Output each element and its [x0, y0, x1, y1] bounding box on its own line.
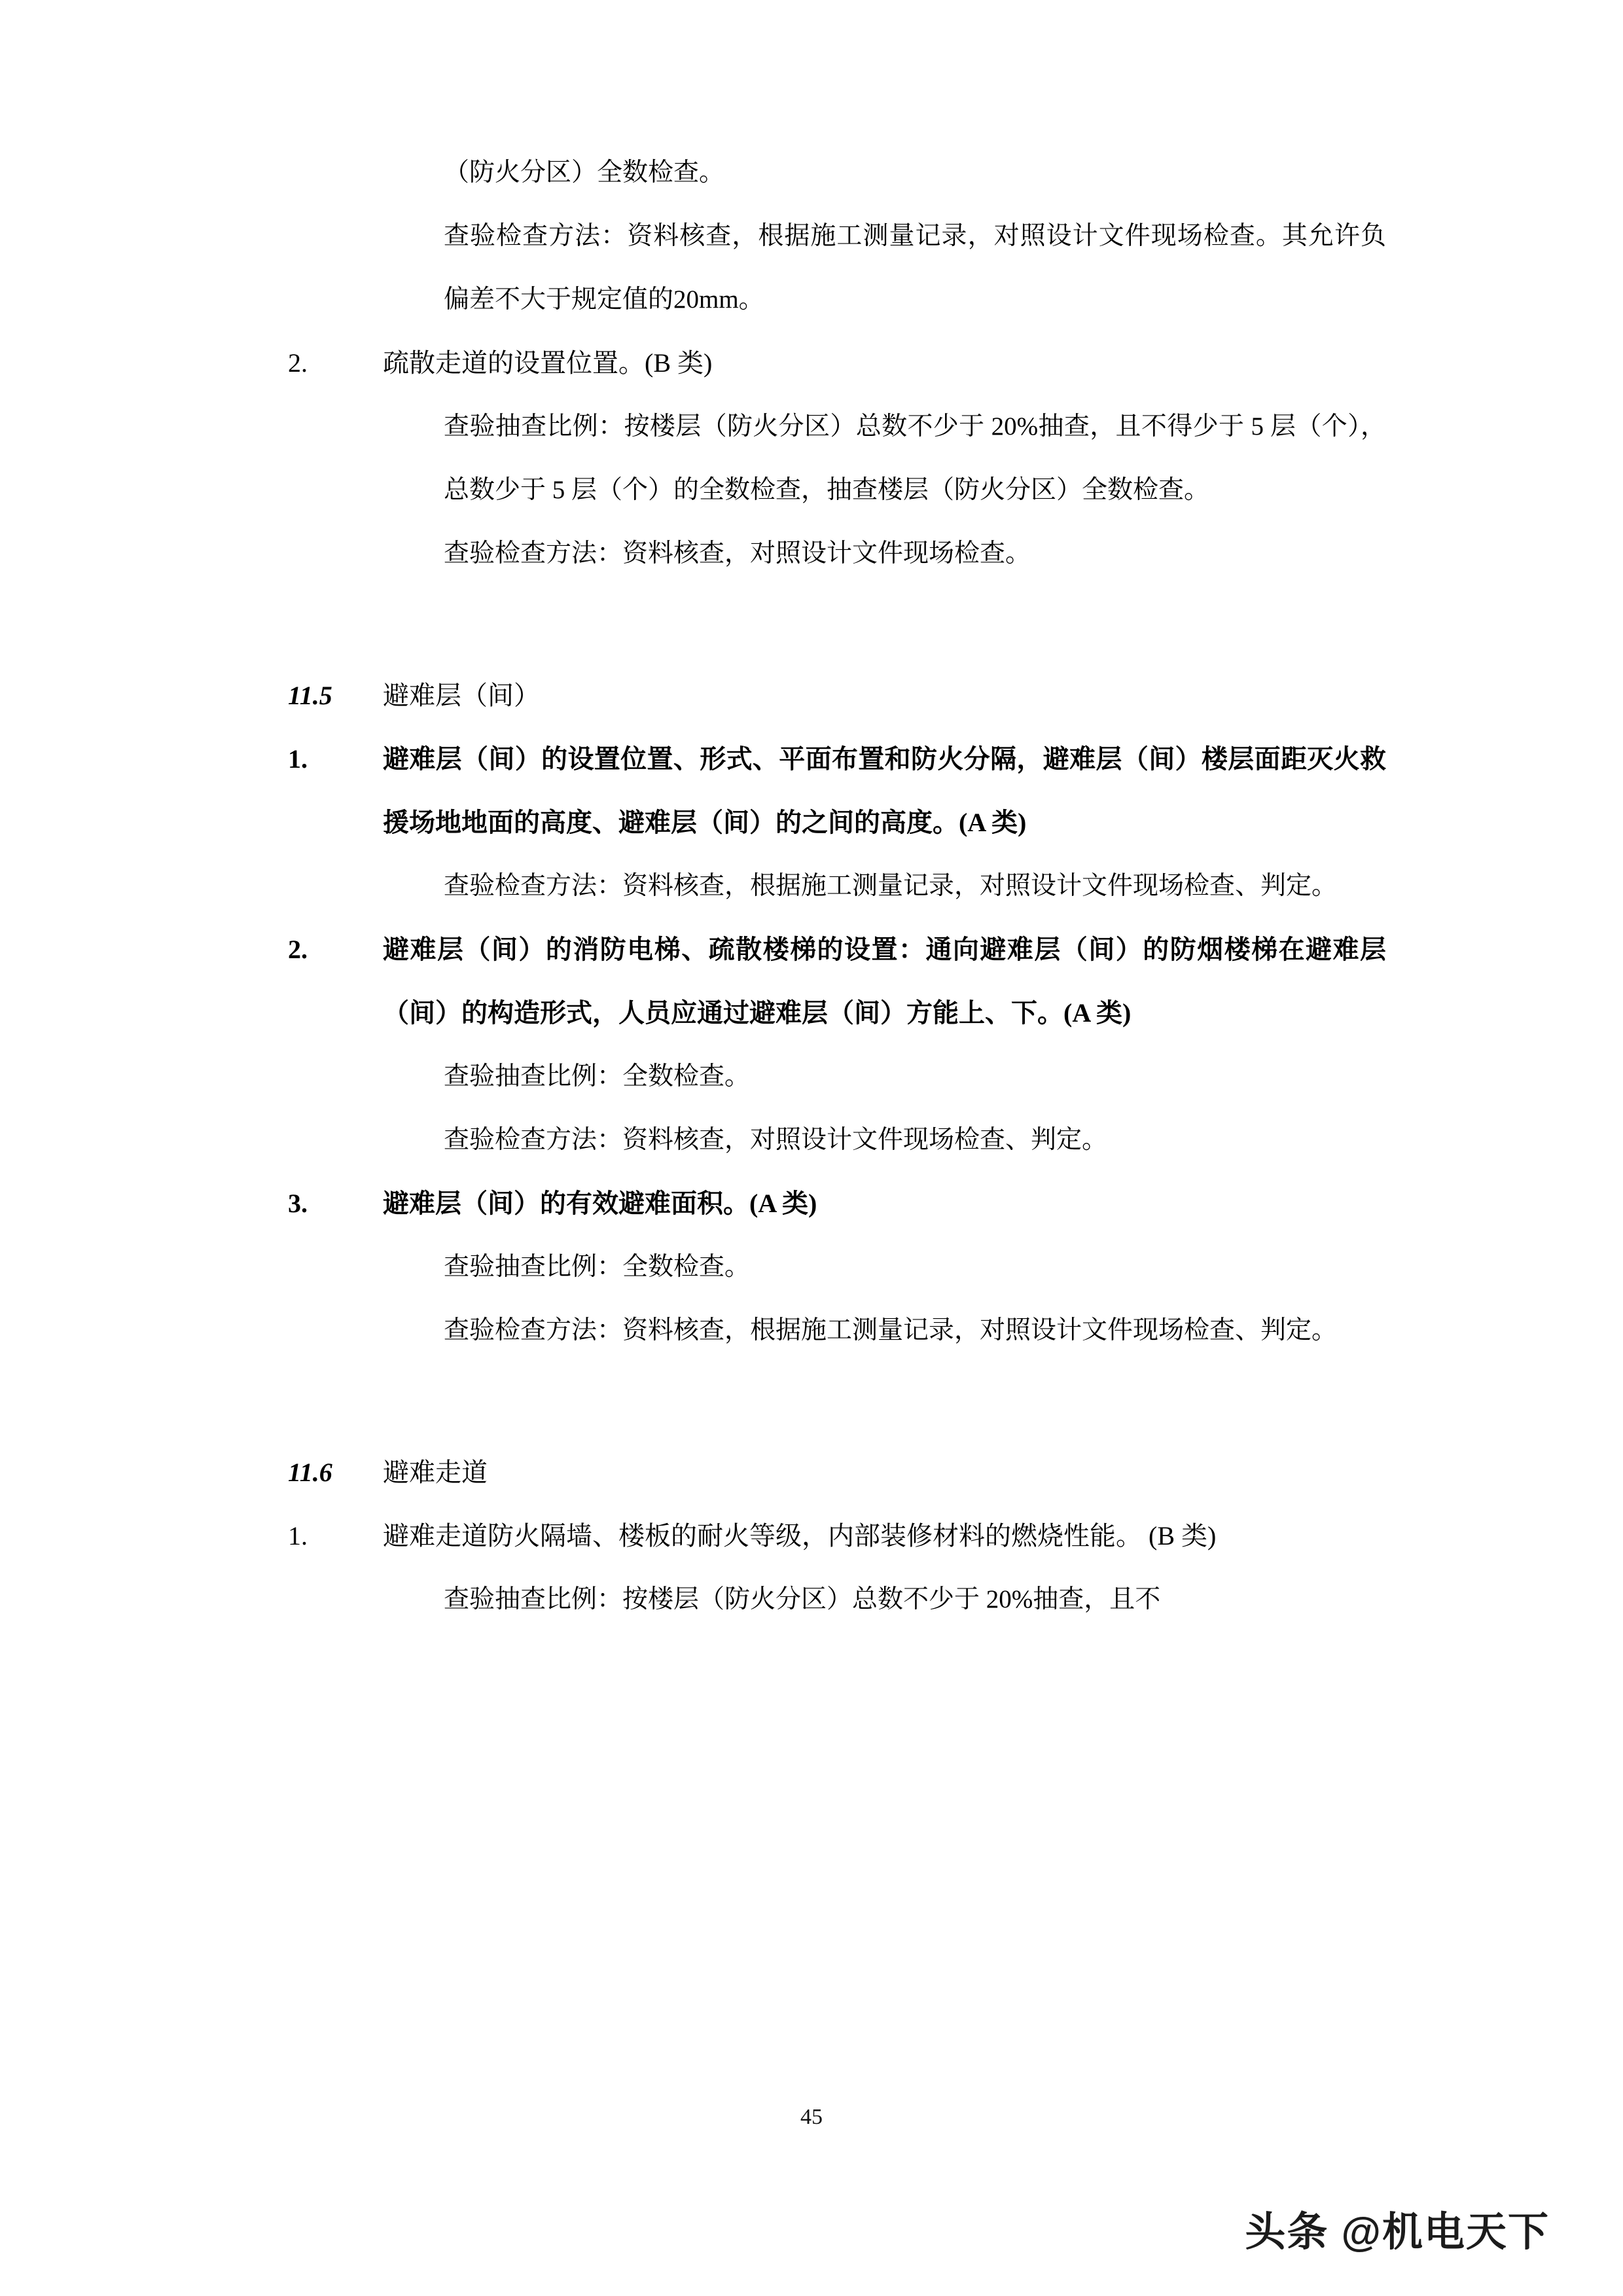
- list-item-text: 避难层（间）的设置位置、形式、平面布置和防火分隔，避难层（间）楼层面距灭火救援场地地面的高度、避难层（间）的之间的高度。(A 类): [383, 744, 1386, 837]
- list-item-number: 1.: [288, 1521, 308, 1551]
- section-number: 11.6: [288, 1458, 332, 1487]
- list-item-text: 避难层（间）的消防电梯、疏散楼梯的设置：通向避难层（间）的防烟楼梯在避难层（间）的构造形式，人员应通过避难层（间）方能上、下。(A 类): [383, 935, 1386, 1028]
- watermark: 头条 @机电天下: [1245, 2210, 1550, 2255]
- section-spacer: [288, 585, 1386, 664]
- sampling-ratio-text: 查验抽查比例：按楼层（防火分区）总数不少于 20%抽查，且不得少于 5 层（个），总数少于 5 层（个）的全数检查，抽查楼层（防火分区）全数检查。: [444, 412, 1386, 504]
- section-title: 避难走道: [383, 1458, 488, 1487]
- list-item-number: 2.: [288, 348, 308, 378]
- section-heading-11-5: [288, 664, 1386, 727]
- list-item-text: 避难层（间）的有效避难面积。(A 类): [383, 1189, 817, 1218]
- inspection-method-text: 查验检查方法：资料核查，根据施工测量记录，对照设计文件现场检查、判定。: [444, 1316, 1338, 1344]
- page-content: [288, 141, 1386, 1631]
- section-heading-11-6: [288, 1441, 1386, 1504]
- list-item-number: 2.: [288, 935, 308, 964]
- sampling-ratio-text: 查验抽查比例：按楼层（防火分区）总数不少于 20%抽查，且不: [444, 1585, 1161, 1613]
- page-number: 45: [800, 2105, 823, 2129]
- list-item-text: 避难走道防火隔墙、楼板的耐火等级，内部装修材料的燃烧性能。 (B 类): [383, 1521, 1217, 1551]
- inspection-method-text: 查验检查方法：资料核查，根据施工测量记录，对照设计文件现场检查、判定。: [444, 872, 1338, 900]
- section-spacer: [288, 1362, 1386, 1441]
- continued-sampling-text: （防火分区）全数检查。: [444, 158, 725, 187]
- inspection-method-text: 查验检查方法：资料核查，对照设计文件现场检查。: [444, 539, 1031, 567]
- list-item-text: 疏散走道的设置位置。(B 类): [383, 348, 713, 378]
- list-item-number: 3.: [288, 1189, 308, 1218]
- list-item-number: 1.: [288, 744, 308, 774]
- list-item: [288, 1504, 1386, 1568]
- section-title: 避难层（间）: [383, 681, 540, 710]
- list-item: [288, 331, 1386, 395]
- list-item: [288, 1172, 1386, 1235]
- section-number: 11.5: [288, 681, 332, 710]
- list-item: [288, 918, 1386, 1045]
- inspection-method-text: 查验检查方法：资料核查，对照设计文件现场检查、判定。: [444, 1126, 1108, 1154]
- sampling-ratio-text: 查验抽查比例：全数检查。: [444, 1253, 751, 1281]
- continued-inspection-method-text: 查验检查方法：资料核查，根据施工测量记录，对照设计文件现场检查。其允许负偏差不大于规定值的20mm。: [444, 222, 1386, 314]
- sampling-ratio-text: 查验抽查比例：全数检查。: [444, 1062, 751, 1090]
- list-item: [288, 727, 1386, 854]
